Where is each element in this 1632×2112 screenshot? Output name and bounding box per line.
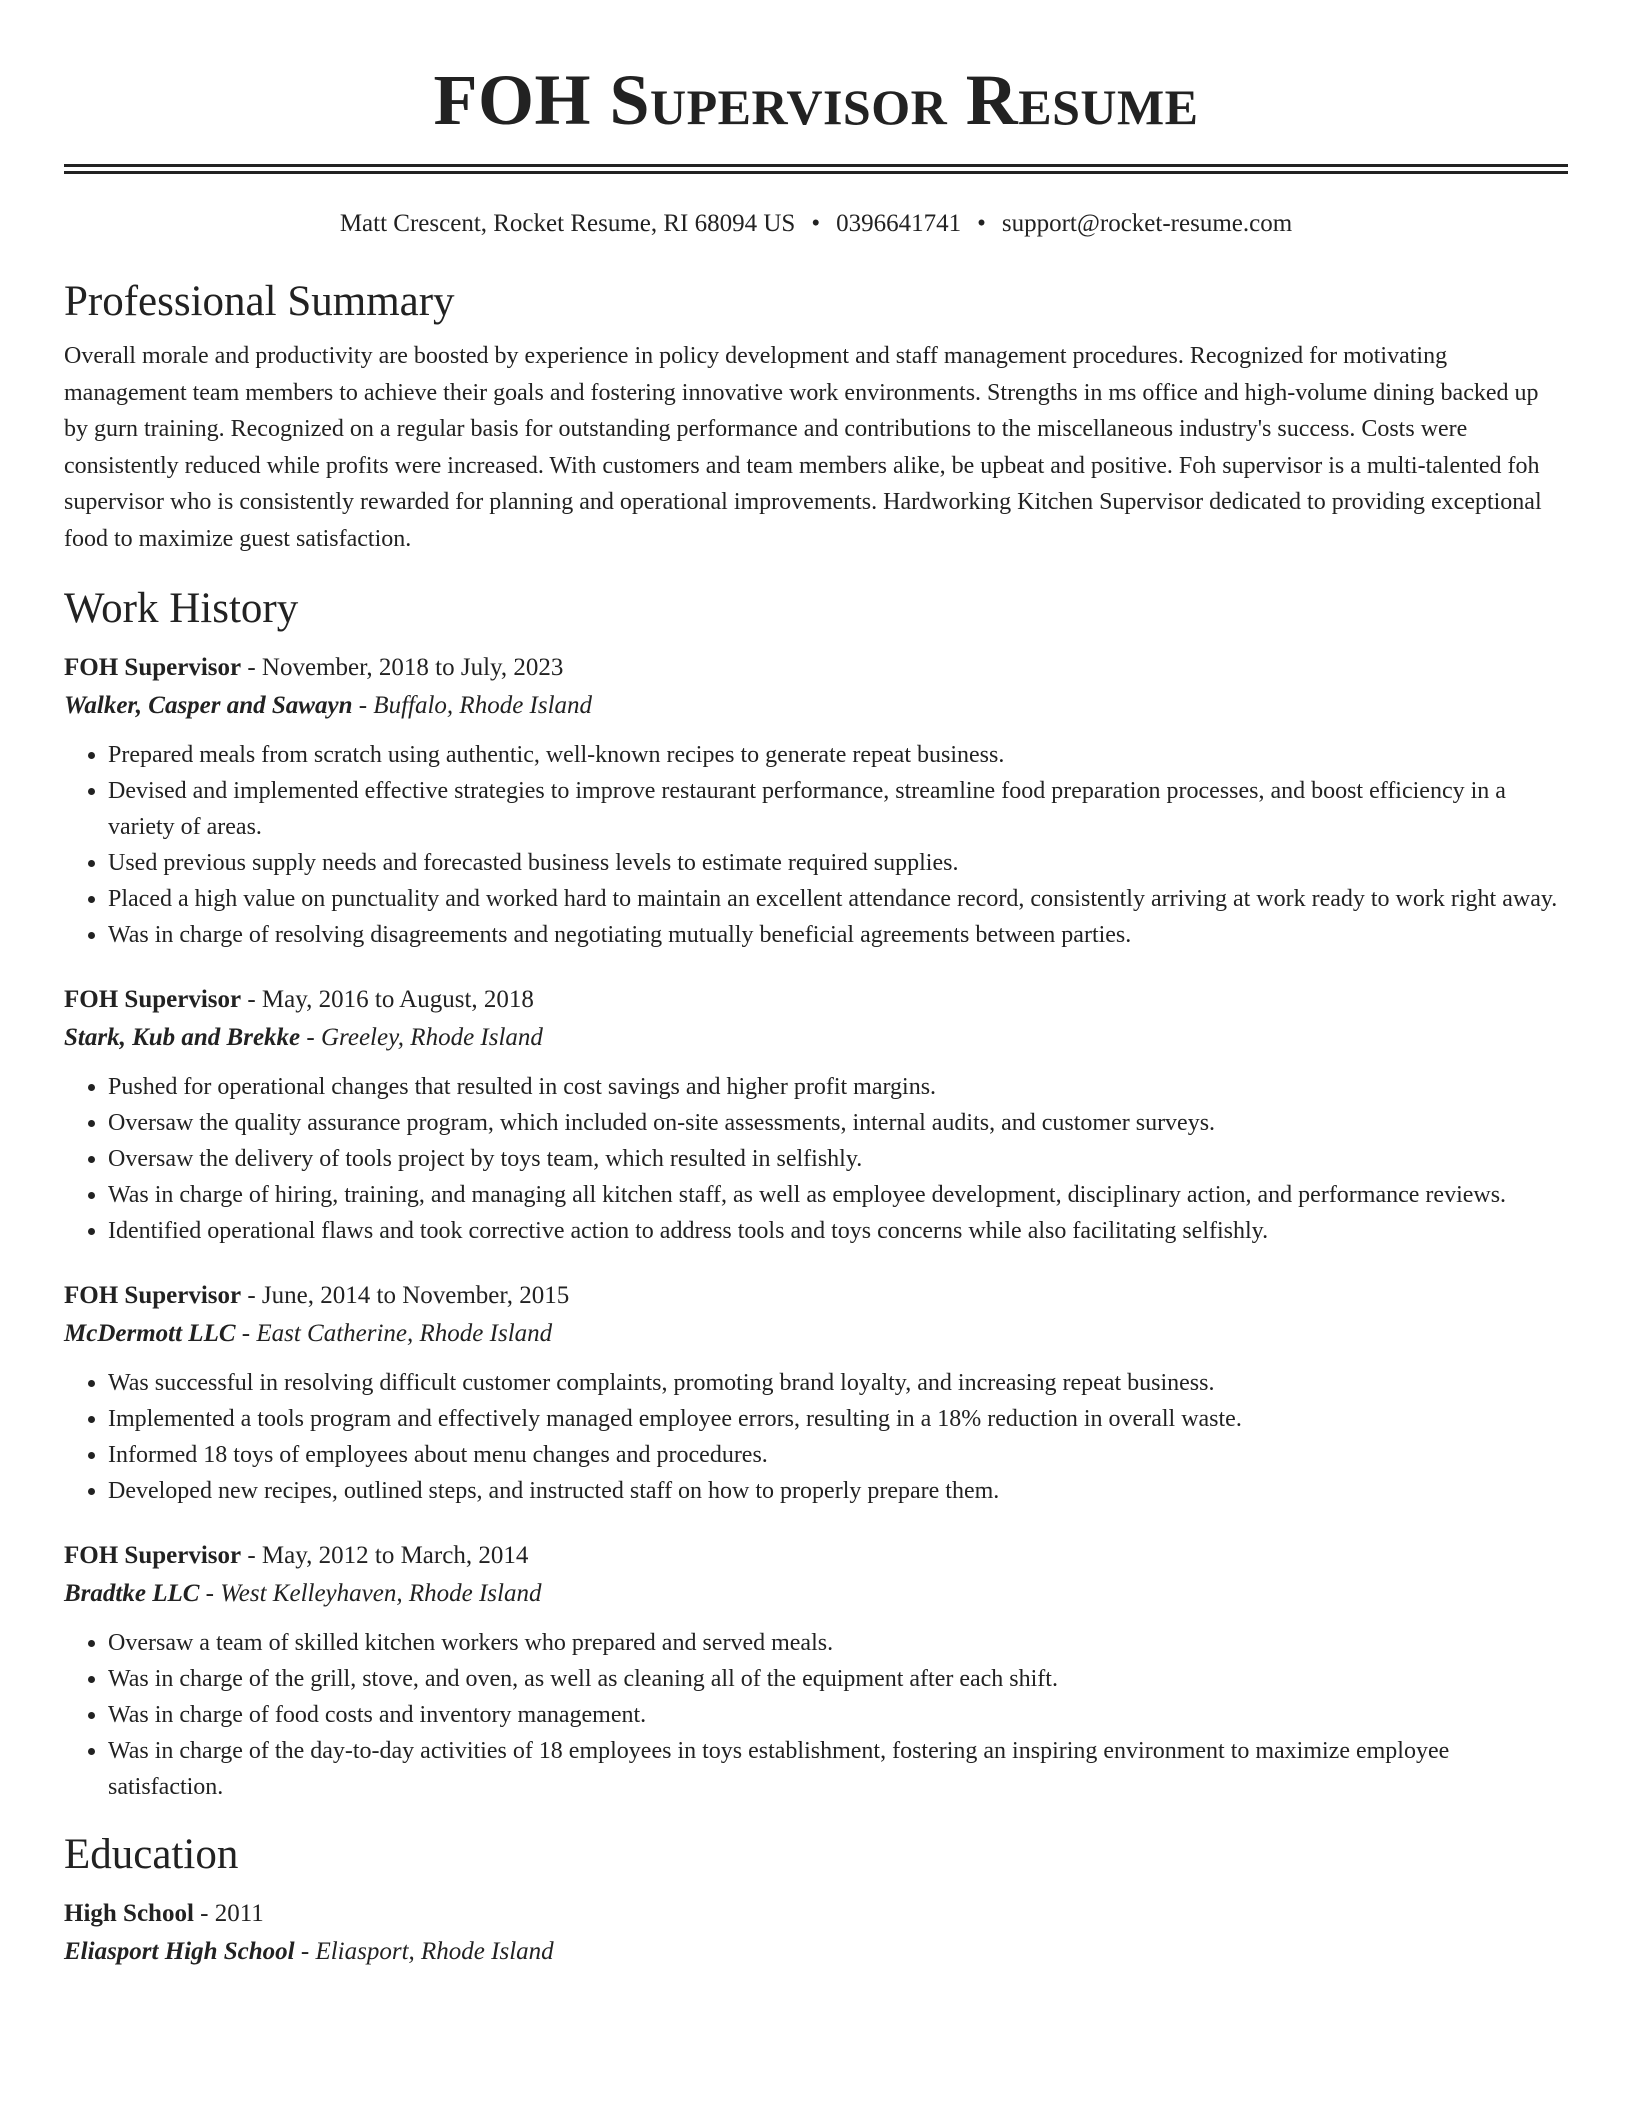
list-item: • Oversaw a team of skilled kitchen workers who prepared and served meals. <box>108 1625 1568 1661</box>
job-employer <box>64 1575 1568 1613</box>
list-item: • Implemented a tools program and effectively managed employee errors, resulting in a 18% reduction in overall waste. <box>108 1401 1568 1437</box>
contact-separator: • <box>977 210 986 237</box>
list-item: • Informed 18 toys of employees about menu changes and procedures. <box>108 1437 1568 1473</box>
job-bullet-list <box>64 1625 1568 1805</box>
education-year: - 2011 <box>193 1900 264 1927</box>
job-entry <box>64 1537 1568 1805</box>
job-entry <box>64 1277 1568 1509</box>
job-employer <box>64 687 1568 725</box>
contact-address: Matt Crescent, Rocket Resume, RI 68094 US <box>339 210 796 237</box>
job-company: Walker, Casper and Sawayn <box>64 692 353 719</box>
list-item: • Devised and implemented effective strategies to improve restaurant performance, streamline food preparation processes, and boost efficiency in a variety of areas. <box>108 773 1568 845</box>
job-bullet-list <box>64 737 1568 953</box>
job-title: FOH Supervisor <box>64 986 242 1013</box>
job-employer <box>64 1315 1568 1353</box>
summary-heading: Professional Summary <box>64 278 455 325</box>
job-dates: - May, 2012 to March, 2014 <box>241 1542 529 1569</box>
list-item: • Pushed for operational changes that resulted in cost savings and higher profit margins. <box>108 1069 1568 1105</box>
education-school: Eliasport High School <box>64 1938 295 1965</box>
list-item: • Was in charge of the day-to-day activities of 18 employees in toys establishment, fostering an inspiring environment to maximize employee satisfaction. <box>108 1733 1568 1805</box>
work-history-heading: Work History <box>64 585 299 632</box>
list-item: • Oversaw the delivery of tools project by toys team, which resulted in selfishly. <box>108 1141 1568 1177</box>
education-institution <box>64 1933 1568 1971</box>
list-item: • Was in charge of food costs and inventory management. <box>108 1697 1568 1733</box>
job-company: Bradtke LLC <box>64 1580 200 1607</box>
job-location: - Greeley, Rhode Island <box>300 1024 543 1051</box>
job-header <box>64 981 1568 1019</box>
job-entry <box>64 981 1568 1249</box>
education-entry <box>64 1895 1568 1971</box>
title-divider <box>64 164 1568 174</box>
list-item: • Was in charge of the grill, stove, and oven, as well as cleaning all of the equipment after each shift. <box>108 1661 1568 1697</box>
job-title: FOH Supervisor <box>64 1542 242 1569</box>
job-entry <box>64 649 1568 953</box>
job-location: - West Kelleyhaven, Rhode Island <box>199 1580 542 1607</box>
education-location: - Eliasport, Rhode Island <box>294 1938 554 1965</box>
job-dates: - June, 2014 to November, 2015 <box>241 1282 570 1309</box>
list-item: • Oversaw the quality assurance program, which included on-site assessments, internal audits, and customer surveys. <box>108 1105 1568 1141</box>
list-item: • Placed a high value on punctuality and worked hard to maintain an excellent attendance record, consistently arriving at work ready to work right away. <box>108 881 1568 917</box>
job-location: - Buffalo, Rhode Island <box>352 692 593 719</box>
job-title: FOH Supervisor <box>64 1282 242 1309</box>
list-item: • Was successful in resolving difficult customer complaints, promoting brand loyalty, and increasing repeat business. <box>108 1365 1568 1401</box>
contact-phone: 0396641741 <box>836 210 962 237</box>
list-item: • Used previous supply needs and forecasted business levels to estimate required supplies. <box>108 845 1568 881</box>
job-dates: - May, 2016 to August, 2018 <box>241 986 534 1013</box>
education-degree: High School <box>64 1900 194 1927</box>
job-company: Stark, Kub and Brekke <box>64 1024 301 1051</box>
job-dates: - November, 2018 to July, 2023 <box>241 654 564 681</box>
job-company: McDermott LLC <box>64 1320 236 1347</box>
resume-title: FOH Supervisor Resume <box>433 60 1199 140</box>
list-item: • Developed new recipes, outlined steps, and instructed staff on how to properly prepare them. <box>108 1473 1568 1509</box>
job-employer <box>64 1019 1568 1057</box>
job-title: FOH Supervisor <box>64 654 242 681</box>
job-header <box>64 649 1568 687</box>
job-header <box>64 1277 1568 1315</box>
contact-separator: • <box>811 210 821 237</box>
summary-text: Overall morale and productivity are boosted by experience in policy development and staff management procedures. Recognized for motivating management team members to achieve their goals and fostering innovative work environments. Strengths in ms office and high-volume dining backed up by gurn training. Recognized on a regular basis for outstanding performance and contributions to the miscellaneous industry's success. Costs were consistently reduced while profits were increased. With customers and team members alike, be upbeat and positive. Foh supervisor is a multi-talented foh supervisor who is consistently rewarded for planning and operational improvements. Hardworking Kitchen Supervisor dedicated to providing exceptional food to maximize guest satisfaction. <box>64 343 1542 552</box>
job-bullet-list <box>64 1365 1568 1509</box>
contact-email: support@rocket-resume.com <box>1001 210 1293 237</box>
job-location: - East Catherine, Rhode Island <box>235 1320 553 1347</box>
contact-line <box>64 208 1568 240</box>
education-heading: Education <box>64 1831 239 1878</box>
list-item: • Prepared meals from scratch using authentic, well-known recipes to generate repeat business. <box>108 737 1568 773</box>
list-item: • Was in charge of hiring, training, and managing all kitchen staff, as well as employee development, disciplinary action, and performance reviews. <box>108 1177 1568 1213</box>
education-header <box>64 1895 1568 1933</box>
job-header <box>64 1537 1568 1575</box>
job-bullet-list <box>64 1069 1568 1249</box>
list-item: • Was in charge of resolving disagreements and negotiating mutually beneficial agreements between parties. <box>108 917 1568 953</box>
list-item: • Identified operational flaws and took corrective action to address tools and toys concerns while also facilitating selfishly. <box>108 1213 1568 1249</box>
